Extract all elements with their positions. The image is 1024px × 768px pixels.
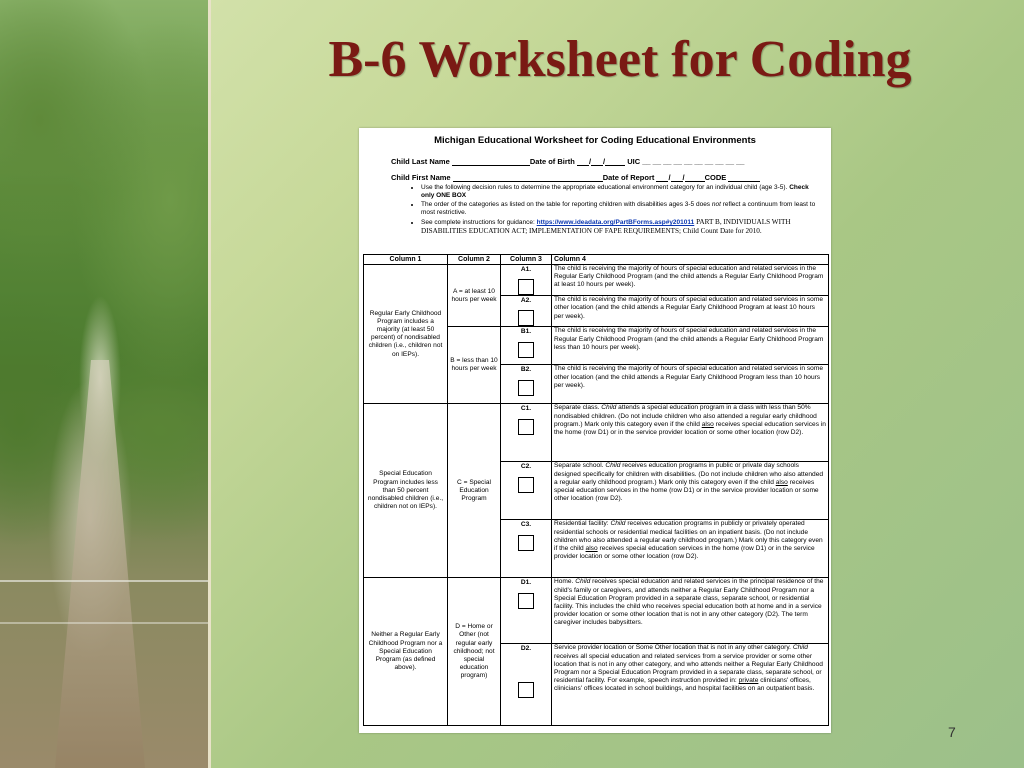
code-emphasis: Child — [605, 462, 621, 470]
code-blank — [728, 173, 760, 182]
checkbox-b1[interactable] — [518, 342, 534, 358]
instruction-text: Use the following decision rules to determine the appropriate educational environment category for an individual child (age 3-5). — [421, 184, 788, 191]
code-lead: Home. — [554, 578, 574, 586]
forest-path-photo — [0, 0, 208, 768]
dob-year-blank — [605, 157, 625, 166]
code-lead: Separate school. — [554, 462, 604, 470]
code-text: attends a special education program in a class with less than 50% nondisabled children. (Do not include children who also attended a regular early childhood program.) Mark only this category even if the child — [554, 404, 817, 428]
program-description: D = Home or Other (not regular early childhood; not special education program) — [448, 578, 501, 726]
code-text: receives special education services in the home (row D1) or in the service provider location or some other location (row D2). — [554, 478, 819, 503]
fence — [0, 580, 208, 624]
code-label: B2. — [520, 366, 532, 374]
code-description — [552, 520, 829, 578]
code-cell — [501, 644, 552, 726]
code-underline: also — [701, 420, 714, 428]
code-description — [552, 404, 829, 462]
worksheet-heading: Michigan Educational Worksheet for Coding Educational Environments — [434, 135, 756, 146]
check-one-box-text: Check only ONE BOX — [421, 184, 809, 199]
name-dob-line: Child Last Name Date of Birth / / UIC __ __ __ __ __ __ __ __ __ __ — [391, 157, 745, 166]
last-name-blank — [452, 157, 530, 166]
checkbox-c3[interactable] — [518, 535, 534, 551]
instruction-text: See complete instructions for guidance: — [421, 219, 535, 226]
code-emphasis: Child — [792, 644, 808, 652]
code-description: The child is receiving the majority of hours of special education and related services in the Regular Early Childhood Program (and the child attends a Regular Early Childhood Program less than 10 hours per week). — [552, 327, 829, 365]
code-description: The child is receiving the majority of hours of special education and related services in the Regular Early Childhood Program (and the child attends a Regular Early Childhood Program at least 10 hours per week). — [552, 265, 829, 296]
setting-description: Special Education Program includes less than 50 percent nondisabled children (i.e., children not on IEPs). — [364, 404, 448, 578]
code-label: A1. — [520, 266, 532, 273]
instruction-item — [421, 218, 822, 236]
table-row — [364, 404, 829, 462]
instruction-text: PART B, INDIVIDUALS WITH DISABILITIES EDUCATION ACT; IMPLEMENTATION OF FAPE REQUIREMENTS; Child Count Date for 2010. — [421, 218, 791, 235]
code-description: The child is receiving the majority of hours of special education and related services in some other location (and the child attends a Regular Early Childhood Program at least 10 hours per week). — [552, 296, 829, 327]
code-emphasis: Child — [601, 404, 617, 412]
code-lead: Service provider location or Some Other location that is not in any other category. — [554, 644, 792, 652]
code-text: receives special education services in the home (row D1) or in the service provider location or some other location (row D2). — [554, 420, 826, 437]
column-header: Column 1 — [364, 255, 448, 265]
code-label: C2. — [520, 463, 532, 471]
uic-label: UIC — [627, 157, 641, 166]
guidance-link[interactable]: https://www.ideadata.org/PartBForms.asp#y201011 — [536, 219, 695, 226]
code-description — [552, 644, 829, 726]
code-emphasis: Child — [575, 578, 591, 586]
table-row — [364, 265, 829, 296]
dob-label: Date of Birth — [529, 157, 575, 166]
report-year-blank — [685, 173, 705, 182]
code-lead: Separate class. — [554, 404, 600, 412]
first-name-label: Child First Name — [391, 173, 451, 182]
code-cell — [501, 265, 552, 296]
code-lead: Residential facility: — [554, 520, 609, 528]
coding-table — [363, 254, 829, 726]
dob-month-blank — [577, 157, 589, 166]
code-label: CODE — [704, 173, 727, 182]
column-header: Column 2 — [448, 255, 501, 265]
instruction-emphasis: not — [711, 201, 721, 208]
instruction-item — [421, 201, 822, 217]
code-underline: also — [585, 545, 598, 553]
code-cell — [501, 327, 552, 365]
code-label: D1. — [520, 579, 532, 587]
code-description — [552, 578, 829, 644]
setting-description: Regular Early Childhood Program includes a majority (at least 50 percent) of nondisabled children (i.e., children not on IEPs). — [364, 265, 448, 404]
code-label: C1. — [520, 405, 532, 413]
code-text: clinicians' offices, clinicians' offices located in school buildings, and hospital facilities on an outpatient basis. — [554, 677, 815, 693]
code-label: B1. — [520, 328, 532, 336]
checkbox-c2[interactable] — [518, 477, 534, 493]
photo-divider — [208, 0, 211, 768]
checkbox-a2[interactable] — [518, 310, 534, 326]
checkbox-d2[interactable] — [518, 682, 534, 698]
code-label: D2. — [520, 645, 532, 653]
code-label: A2. — [520, 297, 532, 305]
instructions — [407, 184, 822, 237]
code-cell — [501, 578, 552, 644]
hours-description: A = at least 10 hours per week — [448, 265, 501, 327]
code-text: receives education programs in publicly or privately operated residential schools or residential medical facilities on an inpatient basis. (Do not include children who also attended a regular early childhood program.) Mark only this category even if the child — [554, 520, 823, 553]
code-cell — [501, 404, 552, 462]
table-header-row — [364, 255, 829, 265]
date-of-report-label: Date of Report — [602, 173, 655, 182]
code-cell — [501, 462, 552, 520]
slide-title: B-6 Worksheet for Coding — [328, 31, 912, 88]
code-cell — [501, 296, 552, 327]
dirt-path — [55, 360, 145, 768]
report-day-blank — [671, 173, 683, 182]
name-report-line: Child First Name Date of Report / / CODE — [391, 173, 760, 182]
code-cell — [501, 520, 552, 578]
code-text: receives all special education and related services from a service provider or some other location that is not in any other category, and who attends neither a Regular Early Childhood Program nor a Special Education Program provided in a separate class, separate school, or residential facility. For example, speech instruction provided in: — [554, 652, 823, 685]
checkbox-d1[interactable] — [518, 593, 534, 609]
table-row — [364, 578, 829, 644]
checkbox-a1[interactable] — [518, 279, 534, 295]
code-cell — [501, 365, 552, 404]
code-text: receives special education services in the home (row D1) or in the service provider location or some other location (row D2). — [554, 545, 815, 561]
instruction-text: reflect a continuum from least to most restrictive. — [421, 201, 816, 216]
checkbox-c1[interactable] — [518, 419, 534, 435]
setting-description: Neither a Regular Early Childhood Program nor a Special Education Program (as defined above). — [364, 578, 448, 726]
uic-blanks: __ __ __ __ __ __ __ __ __ __ — [642, 157, 745, 166]
worksheet-image — [359, 128, 831, 733]
code-description — [552, 462, 829, 520]
code-underline: also — [775, 478, 788, 486]
code-description: The child is receiving the majority of hours of special education and related services in some other location (and the child attends a Regular Early Childhood Program less than 10 hours per week). — [552, 365, 829, 404]
slide-number: 7 — [948, 724, 956, 740]
dob-day-blank — [591, 157, 603, 166]
instruction-text: The order of the categories as listed on the table for reporting children with disabilities ages 3-5 does — [421, 201, 711, 208]
hours-description: B = less than 10 hours per week — [448, 327, 501, 404]
instruction-item — [421, 184, 822, 200]
checkbox-b2[interactable] — [518, 380, 534, 396]
last-name-label: Child Last Name — [391, 157, 450, 166]
code-text: receives special education and related services in the principal residence of the child's family or caregivers, and attends neither a Regular Early Childhood Program nor a Special Education Program provided in a separate class, separate school, or residential facility. This includes the child who receives special education both at home and in a service provider location or some other location that is not in any other category (D2). The term caregiver includes babysitters. — [554, 578, 824, 627]
column-header: Column 4 — [552, 255, 829, 265]
code-label: C3. — [520, 521, 532, 529]
code-underline: private — [738, 677, 759, 685]
program-description: C = Special Education Program — [448, 404, 501, 578]
first-name-blank — [453, 173, 603, 182]
code-emphasis: Child — [610, 520, 626, 528]
column-header: Column 3 — [501, 255, 552, 265]
code-text: receives education programs in public or private day schools designed specifically for children with disabilities. (Do not include children who also attended a regular early childhood program.) Mark only this category even if the child — [554, 462, 824, 486]
report-month-blank — [656, 173, 668, 182]
